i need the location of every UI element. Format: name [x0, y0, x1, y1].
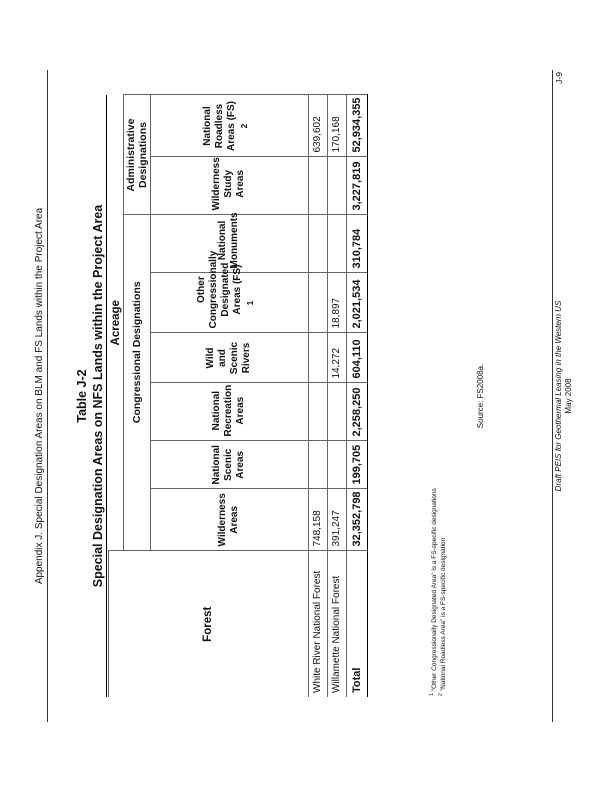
total-other: 2,021,534: [346, 273, 367, 333]
cell-monuments: [308, 215, 327, 273]
table-top-rule: [106, 95, 107, 697]
page-number: J-9: [554, 72, 564, 84]
table-number: Table J-2: [75, 369, 89, 423]
total-wilderness: 32,352,798: [346, 489, 367, 551]
total-row: [346, 95, 367, 697]
footer-date: May 2008: [564, 378, 573, 414]
col-roadless: National Roadless Areas (FS) $^2$: [150, 95, 308, 157]
cell-wilderness: 391,247: [327, 489, 346, 551]
cell-monuments: [327, 215, 346, 273]
congressional-header: Congressional Designations: [123, 215, 150, 489]
cell-wild-scenic: 14,272: [327, 333, 346, 383]
total-wild-scenic: 604,110: [346, 333, 367, 383]
cell-scenic: [308, 441, 327, 489]
cell-wild-scenic: [308, 333, 327, 383]
header-rule: [47, 70, 48, 722]
total-scenic: 199,705: [346, 441, 367, 489]
cell-recreation: [327, 383, 346, 441]
cell-other: [308, 273, 327, 333]
total-recreation: 2,258,250: [346, 383, 367, 441]
forest-header: Forest: [109, 551, 309, 697]
col-other: Other Congressionally Designated Areas (FS) $^1$: [150, 273, 308, 333]
acreage-header: Acreage: [109, 95, 124, 551]
table-row: [327, 95, 346, 697]
col-wild-scenic: Wild and Scenic Rivers: [150, 333, 308, 383]
source-note: Source: FS2008a.: [476, 363, 485, 429]
total-roadless: 52,934,355: [346, 95, 367, 157]
col-scenic: National Scenic Areas: [150, 441, 308, 489]
footer-title: Draft PEIS for Geothermal Leasing in the Western US: [554, 300, 563, 492]
table-title: Special Designation Areas on NFS Lands within the Project Area: [91, 204, 105, 588]
forest-name: White River National Forest: [308, 551, 327, 697]
cell-wilderness: 748,158: [308, 489, 327, 551]
footnote-1: $^1$"Other Congressionally Designated Area" is a FS-specific designations: [428, 488, 438, 696]
col-monuments: National Monuments: [150, 215, 308, 273]
running-header: Appendix J. Special Designation Areas on BLM and FS Lands within the Project Area: [34, 207, 45, 585]
total-label: Total: [346, 551, 367, 697]
total-study: 3,227,819: [346, 157, 367, 215]
cell-other: 18,897: [327, 273, 346, 333]
administrative-header: Administrative Designations: [123, 95, 150, 215]
col-study: Wilderness Study Areas: [150, 157, 308, 215]
total-monuments: 310,784: [346, 215, 367, 273]
col-wilderness: Wilderness Areas: [150, 489, 308, 551]
cell-roadless: 170,168: [327, 95, 346, 157]
cell-roadless: 639,602: [308, 95, 327, 157]
cell-study: [308, 157, 327, 215]
col-recreation: National Recreation Areas: [150, 383, 308, 441]
cell-scenic: [327, 441, 346, 489]
table-row: [308, 95, 327, 697]
forest-name: Willamette National Forest: [327, 551, 346, 697]
cell-study: [327, 157, 346, 215]
footnote-2: $^2$"National Roadless Area" is a FS-specific designation: [437, 537, 447, 696]
spacer-cell: [123, 489, 150, 551]
designation-table: [108, 94, 368, 697]
cell-recreation: [308, 383, 327, 441]
footer-rule: [552, 70, 553, 722]
